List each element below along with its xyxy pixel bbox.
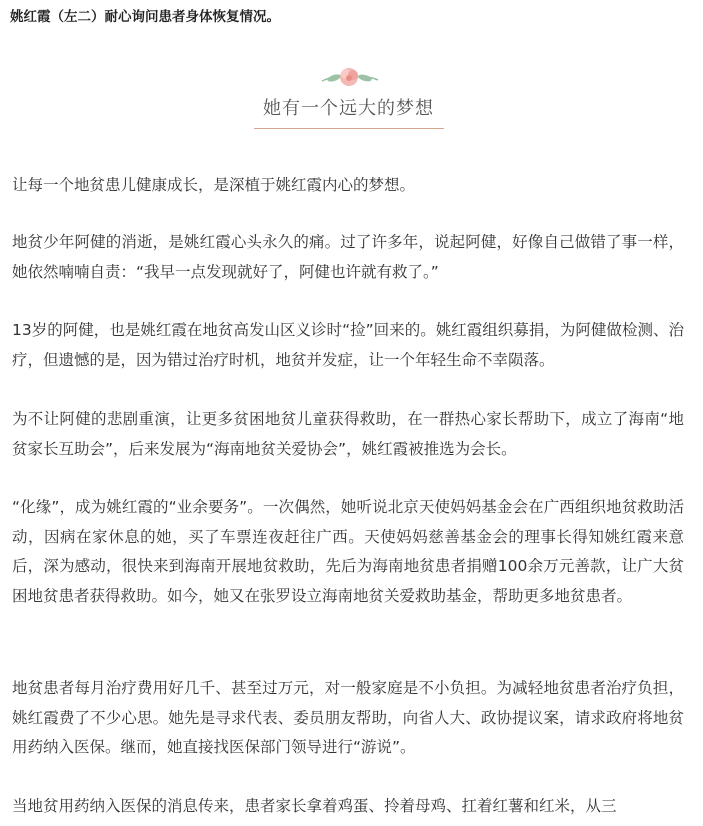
photo-caption: 姚红霞（左二）耐心询问患者身体恢复情况。 <box>10 9 280 25</box>
paragraph: 13岁的阿健，也是姚红霞在地贫高发山区义诊时“捡”回来的。姚红霞组织募捐，为阿健做检测、治疗，但遗憾的是，因为错过治疗时机，地贫并发症，让一个年轻生命不幸陨落。 <box>12 321 684 369</box>
paragraph: 为不让阿健的悲剧重演，让更多贫困地贫儿童获得救助，在一群热心家长帮助下，成立了海南“地贫家长互助会”，后来发展为“海南地贫关爱协会”，姚红霞被推选为会长。 <box>12 410 684 458</box>
flower-icon <box>318 64 380 92</box>
paragraph: 让每一个地贫患儿健康成长，是深植于姚红霞内心的梦想。 <box>12 176 416 194</box>
paragraph: 地贫患者每月治疗费用好几千、甚至过万元，对一般家庭是不小负担。为减轻地贫患者治疗负担，姚红霞费了不少心思。她先是寻求代表、委员朋友帮助，向省人大、政协提议案，请求政府将地贫用药纳入医保。继而，她直接找医保部门领导进行“游说”。 <box>12 679 684 756</box>
paragraph: 地贫少年阿健的消逝，是姚红霞心头永久的痛。过了许多年，说起阿健，好像自己做错了事一样，她依然喃喃自责：“我早一点发现就好了，阿健也许就有救了。” <box>12 233 684 281</box>
section-heading: 她有一个远大的梦想 <box>263 98 434 119</box>
paragraph: 当地贫用药纳入医保的消息传来，患者家长拿着鸡蛋、拎着母鸡、扛着红薯和红米，从三 <box>12 797 617 815</box>
section-heading-block <box>246 64 451 134</box>
paragraph: “化缘”，成为姚红霞的“业余要务”。一次偶然，她听说北京天使妈妈基金会在广西组织地贫救助活动，因病在家休息的她，买了车票连夜赶往广西。天使妈妈慈善基金会的理事长得知姚红霞来意后，深为感动，很快来到海南开展地贫救助，先后为海南地贫患者捐赠100余万元善款，让广大贫困地贫患者获得救助。如今，她又在张罗设立海南地贫关爱救助基金，帮助更多地贫患者。 <box>12 498 684 605</box>
heading-underline <box>254 128 444 129</box>
